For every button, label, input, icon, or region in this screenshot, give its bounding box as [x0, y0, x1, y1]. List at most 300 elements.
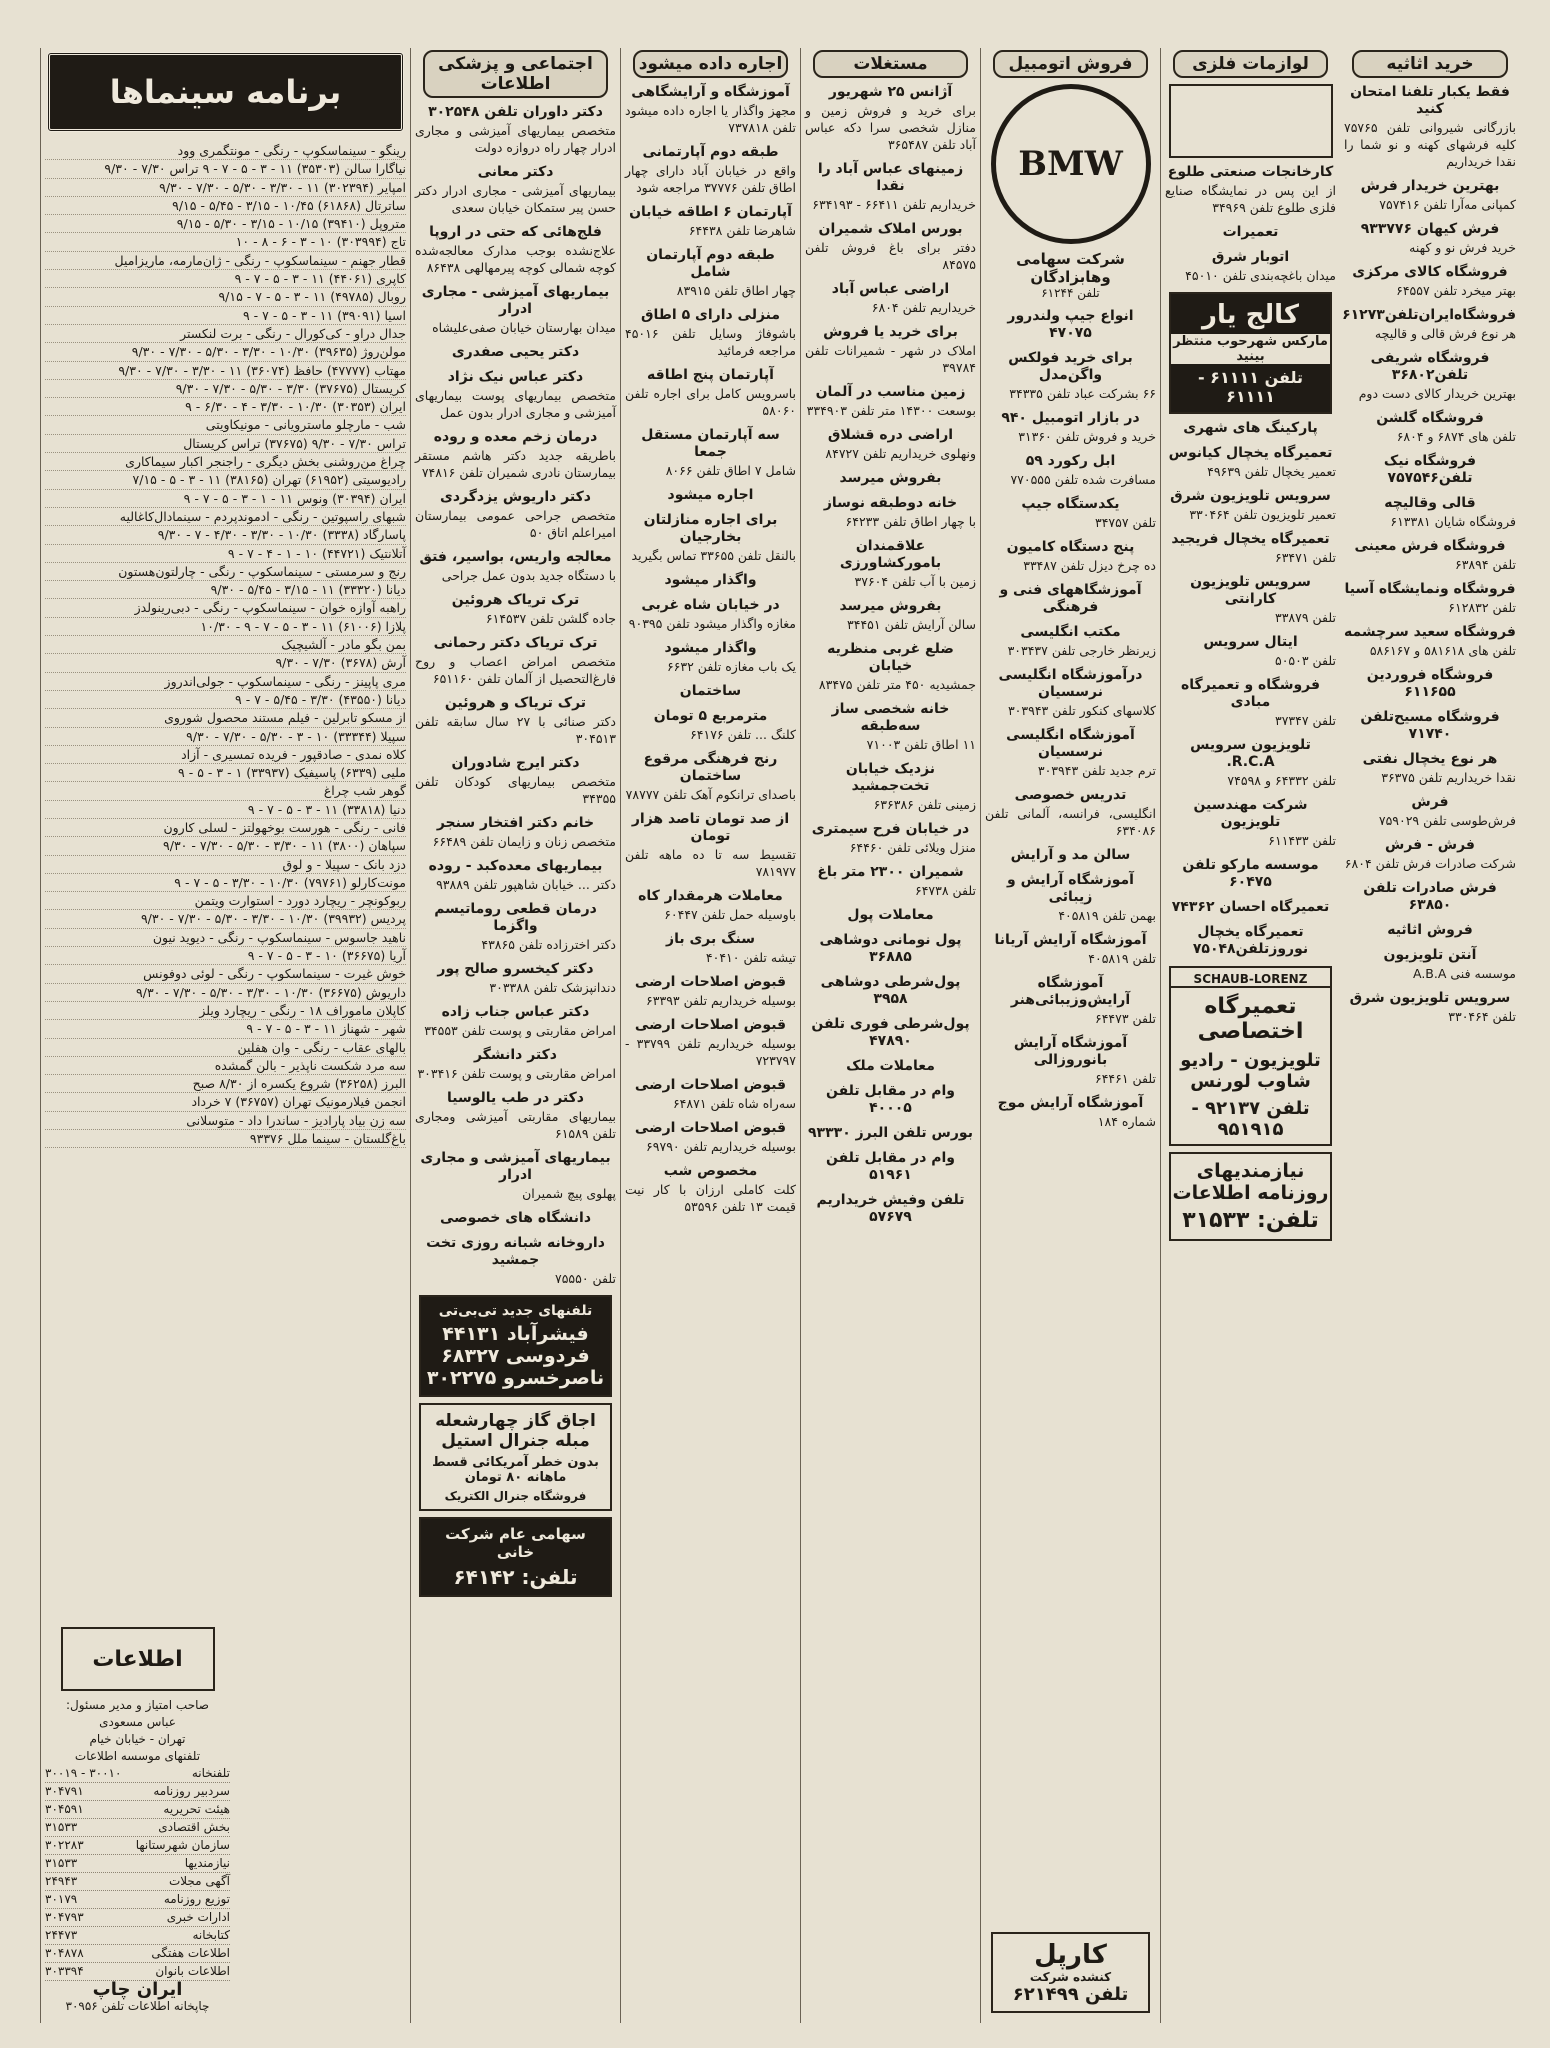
ad-title: پول‌شرطی دوشاهی ۳۹۵۸: [820, 974, 961, 1007]
ad-body: مجهز واگذار یا اجاره داده میشود تلفن ۷۳۷۸۱۸: [625, 103, 796, 135]
rental-ad: [625, 1077, 796, 1112]
rental-ad: [625, 751, 796, 803]
imprint-phone-label: ادارات خبری: [166, 1910, 230, 1924]
cinema-line: ایران (۳۰۳۵۳) ۱۰/۳۰ - ۳/۳۰ - ۴ - ۶/۳۰ - ۹: [45, 398, 406, 416]
ad-body: تلفن ۳۷۳۴۷: [1274, 713, 1336, 728]
ad-title: بورس تلفن البرز ۹۳۳۳۰: [808, 1125, 973, 1141]
rental-ad: [625, 931, 796, 966]
ad-body: تلفن ۳۳۸۷۹: [1274, 610, 1336, 625]
ad-title: خانه شخصی ساز سه‌طبقه: [831, 701, 950, 734]
estate-ad: [805, 221, 976, 273]
ad-title: شرکت مهندسین تلویزیون: [1193, 797, 1308, 830]
rental-ad: [625, 1120, 796, 1155]
cinema-line: نیاگارا سالن (۳۵۳۰۳) ۱۱ - ۳ - ۵ - ۷ - ۹ تراس ۷/۳۰ - ۹/۳۰: [45, 160, 406, 178]
ad-title: آموزشگاه و آرایشگاهی: [631, 84, 790, 100]
ad-body: با دستگاه جدید بدون عمل جراحی: [441, 568, 616, 583]
ad-title: آموزشگاه انگلیسی نرسسیان: [1006, 727, 1135, 760]
ad-body: بهتر میخرد تلفن ۶۴۵۵۷: [1396, 283, 1516, 298]
ad-title: آنتن تلویزیون: [1383, 947, 1477, 963]
ad-title: معاملات هرمقدار کاه: [638, 888, 783, 904]
ad-title: تعمیرگاه یخچال کیانوس: [1168, 445, 1333, 461]
furniture-ad: [1344, 581, 1516, 616]
section-header-rentals: اجاره داده میشود: [633, 50, 788, 78]
ads-list-real-estate: [805, 84, 976, 1226]
ad-title: آپارتمان پنج اطاقه: [647, 367, 774, 383]
ad-body: تلفن ۳۴۷۵۷: [1094, 515, 1156, 530]
ad-body: موسسه فنی A.B.A: [1413, 966, 1516, 981]
section-header-metal-goods: لوازمات فلزی: [1173, 50, 1328, 78]
car-company-phone: تلفن ۶۱۲۴۴: [1041, 286, 1100, 300]
bmw-logo: BMW: [991, 84, 1151, 244]
cinema-line: شب - مارچلو ماسترویانی - مونیکاویتی: [45, 416, 406, 434]
car-ad: [985, 1035, 1156, 1087]
ad-title: فرش صادرات تلفن ۶۳۸۵۰: [1363, 880, 1497, 913]
stove-ad-sub: بدون خطر آمریکائی قسط ماهانه ۸۰ تومان: [432, 1455, 599, 1485]
ad-title: قبوض اصلاحات ارضی: [634, 1120, 787, 1136]
ad-title: تعمیرگاه یخچال فریجید: [1171, 531, 1330, 547]
ad-title: آموزشگاه آرایش و زیبائی: [1007, 872, 1134, 905]
stove-illustration: [1169, 84, 1333, 158]
ad-body: کلاسهای کنکور تلفن ۳۰۳۹۴۳: [1007, 703, 1156, 718]
ad-body: دفتر برای باغ فروش تلفن ۸۴۵۷۵: [805, 240, 976, 272]
imprint-phone-number: ۳۰۲۲۸۳: [45, 1838, 84, 1852]
imprint-phone-label: سردبیر روزنامه: [153, 1784, 230, 1798]
ad-title: دکتر در طب یالوسیا: [447, 1090, 584, 1106]
ad-body: تلفن ۶۴۴۶۱: [1094, 1071, 1156, 1086]
ad-title: بفروش میرسد: [839, 598, 942, 614]
ad-body: زمینی تلفن ۶۳۶۳۸۶: [873, 797, 976, 812]
ad-body: تلفن ۶۱۲۸۳۲: [1448, 600, 1516, 615]
ad-body: میدان بهارستان خیابان صفی‌علیشاه: [432, 320, 616, 335]
ad-title: فروش اثاثیه: [1387, 922, 1473, 938]
ad-title: بیماریهای آمیزشی - مجاری ادرار: [421, 284, 610, 317]
furniture-ad: [1344, 624, 1516, 659]
estate-ad: [805, 161, 976, 213]
ad-body: چهار اطاق تلفن ۸۳۹۱۵: [676, 283, 796, 298]
ad-title: دکتر کیخسرو صالح پور: [437, 961, 594, 977]
ad-title: بیماریهای معده‌کبد - روده: [428, 858, 603, 874]
section-header-furniture: خرید اثاثیه: [1352, 50, 1508, 78]
ad-title: فروشگاه فروردین ۶۱۱۶۵۵: [1366, 667, 1494, 700]
ad-title: پارکینگ های شهری: [1183, 420, 1318, 436]
ad-title: خانه دوطبقه نوساز: [823, 495, 958, 511]
ad-title: علاقمندان باموركشاورزی: [839, 538, 942, 571]
cinema-line: انجمن فیلارمونیک تهران (۳۶۷۵۷) ۷ خرداد: [45, 1093, 406, 1111]
ad-title: سالن مد و آرایش: [1010, 847, 1131, 863]
ad-body: شرکت صادرات فرش تلفن ۶۸۰۴: [1344, 856, 1516, 871]
cinema-line: جدال دراو - کی‌کورال - رنگی - برت لنکستر: [45, 325, 406, 343]
ad-title: آموزشگاه آرایش‌وزیبائی‌هنر: [1010, 975, 1131, 1008]
column-car-sales: [980, 48, 1160, 2023]
ad-title: خانم دکتر افتخار سنجر: [436, 815, 595, 831]
ad-body: بوسعت ۱۴۳۰۰ متر تلفن ۳۳۴۹۰۳: [806, 403, 976, 418]
ad-body: ۱۱ اطاق تلفن ۷۱۰۰۳: [866, 737, 976, 752]
car-ad: [985, 975, 1156, 1027]
repair-ad: [1165, 420, 1336, 437]
cinema-listings: [45, 142, 406, 1148]
ad-body: تعمیر یخچال تلفن ۴۹۶۳۹: [1207, 464, 1336, 479]
cinema-line: سه مرد شکست ناپذیر - بالن گمشده: [45, 1057, 406, 1075]
ad-body: متخصص زنان و زایمان تلفن ۶۶۴۸۹: [432, 834, 616, 849]
schaub-ad-brand: SCHAUB-LORENZ: [1171, 972, 1330, 988]
ad-title: فروشگاه مسیح‌تلفن ۷۱۷۴۰: [1360, 709, 1500, 742]
car-ad: [985, 539, 1156, 574]
ad-title: بهترین خریدار فرش: [1360, 178, 1500, 194]
ad-title: سنگ بری باز: [666, 931, 755, 947]
schaub-ad-sub: تلویزیون - رادیو شاوب لورنس: [1180, 1050, 1321, 1092]
ad-title: زمینهای عباس آباد را نقدا: [817, 161, 964, 194]
estate-ad: [805, 864, 976, 899]
ad-title: معاملات پول: [847, 907, 934, 923]
ad-title: فرش: [1411, 794, 1449, 810]
ad-title: درآموزشگاه انگلیسی نرسسیان: [998, 667, 1143, 700]
ad-body: تلفن ۶۱۱۴۳۳: [1268, 833, 1336, 848]
ad-title: زمین مناسب در آلمان: [815, 384, 966, 400]
ad-body: باطریقه جدید دکتر هاشم مستقر بیمارستان نادری شمیران تلفن ۷۴۸۱۶: [415, 448, 616, 480]
imprint-phone-row: [45, 1945, 230, 1963]
rental-ad: [625, 597, 796, 632]
cinema-line: کریستال (۳۷۶۷۵) ۳/۳۰ - ۵/۳۰ - ۷/۳۰ - ۹/۳۰: [45, 380, 406, 398]
furniture-ad: [1344, 947, 1516, 982]
ad-title: سرویس تلویزیون شرق: [1349, 990, 1511, 1006]
imprint-phone-label: اطلاعات بانوان: [155, 1964, 230, 1978]
ad-title: کارخانجات صنعتی طلوع: [1167, 164, 1334, 180]
ad-body: بهمن تلفن ۴۰۵۸۱۹: [1058, 908, 1156, 923]
ad-title: دکتر دانشگر: [474, 1047, 557, 1063]
imprint-line: صاحب امتیاز و مدیر مسئول:: [66, 1698, 209, 1712]
medical-ad: [415, 489, 616, 541]
ad-body: ترم جدید تلفن ۳۰۳۹۴۳: [1037, 763, 1156, 778]
cinema-line: فانی - رنگی - هورست بوخهولتز - لسلی کارون: [45, 819, 406, 837]
cinema-line: آرش (۳۶۷۸) ۷/۳۰ - ۹/۳۰: [45, 654, 406, 672]
furniture-ad: [1344, 178, 1516, 213]
ad-title: فروشگاه و تعمیرگاه مبادی: [1180, 677, 1321, 710]
ad-body: مغازه واگذار میشود تلفن ۹۰۳۹۵: [628, 616, 796, 631]
ad-body: انگلیسی، فرانسه، آلمانی تلفن ۶۳۴۰۸۶: [985, 806, 1156, 838]
imprint-phone-number: ۳۰۰۱۰ - ۳۰۰۱۹: [45, 1766, 122, 1780]
ad-title: در بازار اتومبیل ۹۴۰: [1001, 410, 1140, 426]
rental-ad: [625, 427, 796, 479]
medical-ad: [415, 592, 616, 627]
cinema-line: روبال (۴۹۷۸۵) ۱۱ - ۳ - ۵ - ۷ - ۹/۱۵: [45, 288, 406, 306]
metal-ad: [1165, 249, 1336, 284]
imprint-phone-row: [45, 1801, 230, 1819]
ad-body: فروشگاه شایان ۶۱۳۳۸۱: [1390, 514, 1516, 529]
schaub-ad-title: تعمیرگاه اختصاصی: [1197, 994, 1304, 1044]
ad-body: بالنقل تلفن ۳۳۶۵۵ تماس بگیرید: [631, 548, 796, 563]
furniture-ad: [1344, 453, 1516, 487]
imprint-phone-label: آگهی مجلات: [168, 1874, 230, 1888]
car-ad: [985, 1095, 1156, 1130]
imprint-phone-row: [45, 1783, 230, 1801]
college-ad-sub: ماركس شهرحوب منتظر بینید: [1171, 334, 1330, 364]
ad-title: قبوض اصلاحات ارضی: [634, 974, 787, 990]
cinema-line: شهر - شهناز ۱۱ - ۳ - ۵ - ۷ - ۹: [45, 1020, 406, 1038]
repair-ad: [1165, 924, 1336, 958]
ad-body: تلفن های ۶۸۷۴ و ۶۸۰۴: [1396, 429, 1516, 444]
ad-body: با چهار اطاق تلفن ۶۴۲۳۳: [845, 514, 976, 529]
cinema-line: کاپلان ماموراف ۱۸ - رنگی - ریچارد ویلز: [45, 1002, 406, 1020]
imprint-phone-number: ۲۴۴۷۳: [45, 1928, 78, 1942]
imprint-text: [45, 1697, 230, 2015]
column-rentals: [620, 48, 800, 2023]
medical-ad: [415, 901, 616, 953]
stove-ad-title: اجاق گاز چهارشعله مبله جنرال استیل: [435, 1411, 596, 1451]
imprint-phone-row: [45, 1891, 230, 1909]
ad-body: خریداریم تلفن ۶۸۰۴: [871, 300, 976, 315]
ad-title: دکتر داریوش یزدگردی: [440, 489, 591, 505]
ad-body: واقع در خیابان آباد دارای چهار اطاق تلفن ۳۷۷۷۶ مراجعه شود: [625, 163, 796, 195]
ad-body: امراض مقاربتی و پوست تلفن ۳۴۵۵۳: [424, 1023, 616, 1038]
ad-body: دندانپزشک تلفن ۳۰۳۳۸۸: [489, 980, 616, 995]
ad-title: سرویس تلویزیون شرق: [1170, 488, 1331, 504]
cinema-line: تراس ۷/۳۰ - ۹/۳۰ (۳۷۶۷۵) تراس کریستال: [45, 435, 406, 453]
needs-ad-phone: تلفن: ۳۱۵۳۳: [1182, 1208, 1319, 1233]
ad-title: ابل رکورد ۵۹: [1025, 453, 1116, 469]
rental-ad: [625, 708, 796, 743]
ad-title: تدریس خصوصی: [1014, 787, 1127, 803]
column-medical: [410, 48, 620, 2023]
ad-title: بفروش میرسد: [839, 470, 942, 486]
ad-title: سه آپارتمان مستقل جمعا: [641, 427, 780, 460]
ad-body: متخصص بیماریهای آمیزشی و مجاری ادرار چهار راه دروازه دولت: [415, 123, 616, 155]
ad-body: متخصص بیماریهای پوست بیماریهای آمیزشی و مجاری ادرار بدون عمل: [415, 388, 616, 420]
medical-ad: [415, 549, 616, 584]
rental-ad: [625, 640, 796, 675]
ettelaat-logo-drawing: [61, 1627, 215, 1691]
ad-body: خریداریم تلفن ۶۶۴۱۱ - ۶۳۴۱۹۳: [812, 197, 976, 212]
cinema-line: رادیوسیتی (۶۱۹۵۲) تهران (۳۸۱۶۵) ۱۱ - ۳ - ۵ - ۷/۱۵: [45, 471, 406, 489]
cinema-banner: برنامه سینماها: [47, 52, 404, 132]
ad-body: شماره ۱۸۴: [1097, 1114, 1156, 1129]
imprint-phone-row: [45, 1909, 230, 1927]
rental-ad: [625, 683, 796, 700]
furniture-ad: [1344, 837, 1516, 872]
medical-ad: [415, 429, 616, 481]
estate-ad: [805, 281, 976, 316]
ad-body: تلفن ۶۳۸۹۴: [1454, 557, 1516, 572]
ad-body: یک باب مغازه تلفن ۶۶۳۲: [666, 659, 796, 674]
ad-body: تلفن ۶۴۷۳۸: [914, 883, 976, 898]
cinema-line: ربوکونچر - ریچارد دورد - استوارت ویتمن: [45, 892, 406, 910]
imprint-phone-row: [45, 1837, 230, 1855]
ad-body: تلفن ۴۰۵۸۱۹: [1088, 951, 1156, 966]
repair-ad: [1165, 899, 1336, 916]
car-ad: [985, 872, 1156, 924]
ad-body: دکتر ... خیابان شاهپور تلفن ۹۳۸۸۹: [436, 877, 616, 892]
ads-list-medical: [415, 104, 616, 1287]
ad-body: کلت کاملی ارزان با کار نیت قیمت ۱۳ تلفن ۵۳۵۹۶: [625, 1182, 796, 1214]
ad-body: پهلوی پیچ شمیران: [522, 1186, 616, 1201]
imprint-phone-label: توزیع روزنامه: [163, 1892, 230, 1906]
ad-title: پنج دستگاه کامیون: [1006, 539, 1135, 555]
ad-body: خرید و فروش تلفن ۳۱۳۶۰: [1018, 429, 1156, 444]
medical-ad: [415, 1150, 616, 1202]
ad-title: فروشگاه ونمایشگاه آسیا: [1344, 581, 1516, 597]
medical-ad: [415, 224, 616, 276]
ad-title: واگذار میشود: [664, 640, 757, 656]
ad-body: بوسیله خریداریم تلفن ۳۳۷۹۹ - ۷۲۳۷۹۷: [625, 1036, 796, 1068]
ad-title: دکتر داوران تلفن ۳۰۲۵۴۸: [428, 104, 603, 120]
imprint-phone-label: تلفنخانه: [191, 1766, 230, 1780]
ad-body: جاده گلشن تلفن ۶۱۴۵۳۷: [485, 611, 616, 626]
imprint-phone-label: هیئت تحریریه: [163, 1802, 230, 1816]
ad-title: منزلی دارای ۵ اطاق: [640, 307, 781, 323]
car-ad: [985, 727, 1156, 779]
section-header-car-sales: فروش اتومبیل: [993, 50, 1148, 78]
ad-title: موسسه ماركو تلفن ۶۰۴۷۵: [1182, 857, 1319, 890]
repair-ad: [1165, 797, 1336, 849]
ad-title: مترمربع ۵ تومان: [653, 708, 768, 724]
ads-list-metal: [1165, 164, 1336, 284]
furniture-ad: [1344, 990, 1516, 1025]
ad-title: دکتر عباس جناب زاده: [441, 1004, 590, 1020]
estate-ad: [805, 384, 976, 419]
carpet-ad-title: کارپل: [1034, 1940, 1107, 1970]
ad-title: شمیران ۲۳۰۰ متر باغ: [817, 864, 964, 880]
ad-title: دکتر یحیی صفدری: [451, 344, 580, 360]
imprint-phone-row: [45, 1855, 230, 1873]
car-ad: [985, 667, 1156, 719]
cinema-line: پلازا (۶۱۰۰۶) ۱۱ - ۳ - ۵ - ۷ - ۹ - ۱۰/۳۰: [45, 618, 406, 636]
ad-body: تلفن های ۵۸۱۶۱۸ و ۵۸۶۱۶۷: [1369, 643, 1516, 658]
ad-body: بهترین خریدار کالای دست دوم: [1358, 386, 1516, 401]
ad-body: از این پس در نمایشگاه صنایع فلزی طلوع تلفن ۳۴۹۶۹: [1165, 183, 1336, 215]
rental-ad: [625, 144, 796, 196]
cinema-line: آریا (۳۶۶۷۵) ۱۰ - ۳ - ۵ - ۷ - ۹: [45, 947, 406, 965]
imprint-phone-number: ۳۱۵۳۳: [45, 1856, 78, 1870]
car-ad: [985, 350, 1156, 402]
cinema-line: دزد بانک - سپیلا - و لوق: [45, 856, 406, 874]
ad-title: قالی وقالیچه: [1384, 495, 1476, 511]
ad-title: مخصوص شب: [663, 1163, 758, 1179]
ad-title: برای اجاره منازلتان بخارجیان: [643, 512, 778, 545]
cinema-line: گوهر شب چراغ: [45, 782, 406, 800]
metal-ad: [1165, 164, 1336, 216]
medical-ad: [415, 815, 616, 850]
carpet-ad-box: [991, 1932, 1150, 2013]
medical-ad: [415, 104, 616, 156]
ad-title: آپارتمان ۶ اطاقه خیابان: [629, 204, 792, 220]
ad-title: فروشگاه سعید سرچشمه: [1344, 624, 1516, 640]
rental-ad: [625, 888, 796, 923]
ad-title: وام در مقابل تلفن ۴۰۰۰۵: [825, 1083, 956, 1116]
car-ad: [985, 453, 1156, 488]
car-ad: [985, 582, 1156, 616]
schaub-ad-phone: تلفن ۹۲۱۳۷ - ۹۵۱۹۱۵: [1191, 1098, 1310, 1140]
ad-title: ساختمان: [679, 683, 742, 699]
carpet-ad-sub: کنشده شرکت: [1029, 1970, 1112, 1984]
ad-body: باسرویس کامل برای اجاره تلفن ۵۸۰۶۰: [625, 386, 796, 418]
needs-ad-box: [1169, 1152, 1332, 1241]
ad-title: ترک تریاک هروئین: [451, 592, 580, 608]
ad-title: فروشگاه گلشن: [1376, 410, 1484, 426]
ad-body: ونهلوی خریداریم تلفن ۸۴۷۲۷: [825, 446, 976, 461]
ad-body: دکتر اخترزاده تلفن ۴۳۸۶۵: [481, 937, 616, 952]
rental-ad: [625, 512, 796, 564]
repair-ad: [1165, 488, 1336, 523]
ad-title: داروخانه شبانه روزی تخت جمشید: [426, 1235, 605, 1268]
medical-ad: [415, 1210, 616, 1227]
imprint-phone-row: [45, 1765, 230, 1783]
estate-ad: [805, 1192, 976, 1226]
ad-body: کمپانی مه‌آرا تلفن ۷۵۷۴۱۶: [1379, 197, 1516, 212]
ad-title: تلفن وفیش خریداریم ۵۷۶۷۹: [816, 1192, 965, 1225]
ad-body: باوسیله حمل تلفن ۶۰۴۴۷: [664, 907, 796, 922]
ad-body: نقدا خریداریم تلفن ۳۶۳۷۵: [1381, 770, 1516, 785]
cinema-line: سه زن بیاد پارادیز - ساندرا داد - متوسلانی: [45, 1112, 406, 1130]
car-ad: [985, 410, 1156, 445]
ads-list-furniture: [1344, 84, 1516, 1025]
cinema-line: از مسکو تابرلین - فیلم مستند محصول شوروی: [45, 709, 406, 727]
ad-body: شامل ۷ اطاق تلفن ۸۰۶۶: [665, 463, 796, 478]
ad-title: فروشگاه نیک تلفن۷۵۷۵۴۶: [1383, 453, 1477, 486]
ad-title: ضلع غربی منظریه خیابان: [827, 641, 954, 674]
ad-title: فروشگاه شریفی تلفن۳۶۸۰۲: [1370, 350, 1490, 383]
college-ad-box: [1169, 292, 1332, 414]
ad-title: ترک تریاک دکتر رحمانی: [433, 635, 598, 651]
ad-body: خرید فرش نو و کهنه: [1409, 240, 1516, 255]
estate-ad: [805, 84, 976, 153]
ad-body: بازرگانی شیروانی تلفن ۷۵۷۶۵ کلیه فرشهای کهنه و نو شما را نقدا خریداریم: [1344, 120, 1516, 169]
ad-body: متخصص امراض اعصاب و روح فارغ‌التحصیل از آلمان تلفن ۶۵۱۱۶۰: [415, 654, 616, 686]
ad-title: فرش کیهان ۹۳۳۷۷۶: [1360, 221, 1500, 237]
imprint-line: عباس مسعودی: [99, 1715, 176, 1729]
ad-body: تلفن ۶۴۴۷۳: [1094, 1011, 1156, 1026]
furniture-ad: [1344, 350, 1516, 402]
column-furniture: [1340, 48, 1520, 2023]
ad-body: هر نوع فرش قالی و قالیچه: [1374, 326, 1516, 341]
ad-title: فقط یکبار تلفنا امتحان کنید: [1350, 84, 1510, 117]
cinema-line: ساترتال (۶۱۸۶۸) ۱۰/۴۵ - ۳/۱۵ - ۵/۴۵ - ۹/۱۵: [45, 197, 406, 215]
repair-ad: [1165, 634, 1336, 669]
cinema-line: چراغ من‌روشنی بخش دیگری - راجنجر اکبار سیماکاری: [45, 453, 406, 471]
cinema-line: رینگو - سینماسکوپ - رنگی - مونتگمری وود: [45, 142, 406, 160]
cinema-line: ایران (۳۰۳۹۴) ونوس ۱۱ - ۱ - ۳ - ۵ - ۷ - ۹: [45, 490, 406, 508]
repair-ad: [1165, 531, 1336, 566]
cinema-line: دنیا (۳۳۸۱۸) ۱۱ - ۳ - ۵ - ۷ - ۹: [45, 801, 406, 819]
imprint-phone-number: ۳۱۵۳۳: [45, 1820, 78, 1834]
cinema-line: مهتاب (۴۷۷۷۷) حافظ (۳۶۰۷۴) ۱۱ - ۳/۳۰ - ۷/۳۰ - ۹/۳۰: [45, 362, 406, 380]
repair-ad: [1165, 574, 1336, 626]
furniture-ad: [1344, 922, 1516, 939]
ads-list-repairs: [1165, 420, 1336, 958]
ad-title: طبقه دوم آپارتمان شامل: [646, 247, 775, 280]
medical-ad: [415, 164, 616, 216]
cinema-line: مری پاپینز - رنگی - سینماسکوپ - جولی‌اندروز: [45, 673, 406, 691]
rental-ad: [625, 974, 796, 1009]
ad-title: آموزشگاههای فنی و فرهنگی: [999, 582, 1142, 615]
column-real-estate: [800, 48, 980, 2023]
imprint-phone-number: ۳۰۴۸۷۸: [45, 1946, 84, 1960]
furniture-ad: [1344, 794, 1516, 829]
cinema-line: ناهید جاسوس - سینماسکوپ - رنگی - دیوید نیون: [45, 929, 406, 947]
repair-ad: [1165, 445, 1336, 480]
medical-ad: [415, 1090, 616, 1142]
imprint-phone-number: ۳۰۴۷۹۳: [45, 1910, 84, 1924]
furniture-ad: [1344, 495, 1516, 530]
ad-title: وام در مقابل تلفن ۵۱۹۶۱: [825, 1150, 956, 1183]
cinema-line: متروپل (۳۹۴۱۰) ۱۰/۱۵ - ۳/۱۵ - ۵/۳۰ - ۹/۱۵: [45, 215, 406, 233]
ad-body: برای خرید و فروش زمین و منازل شخصی سرا دکه عباس آباد تلفن ۳۶۵۴۸۷: [805, 103, 976, 152]
estate-ad: [805, 1150, 976, 1184]
rental-ad: [625, 247, 796, 299]
ad-title: فروشگاه کالای مرکزی: [1352, 264, 1508, 280]
ad-body: علاج‌نشده بوجب مدارک معالجه‌شده کوچه شمالی کوچه پیرمهالهی ۸۶۴۳۸: [415, 243, 616, 275]
cinema-line: رنج و سرمستی - سینماسکوپ - رنگی - چارلتون‌هستون: [45, 563, 406, 581]
imprint-phone-row: [45, 1819, 230, 1837]
estate-ad: [805, 821, 976, 856]
